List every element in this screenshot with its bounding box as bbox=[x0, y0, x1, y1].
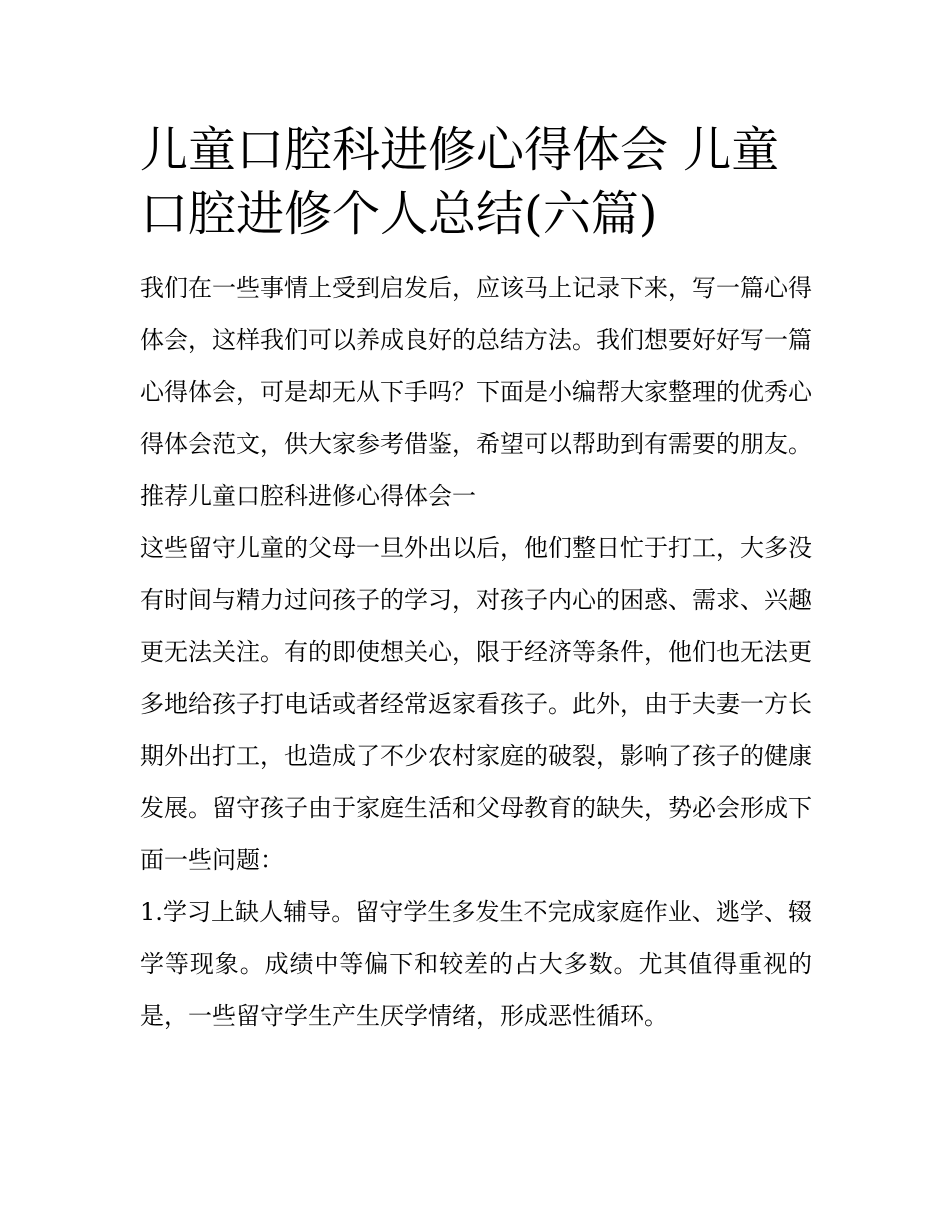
body-paragraph: 这些留守儿童的父母一旦外出以后，他们整日忙于打工，大多没有时间与精力过问孩子的学习，对孩子内心的困惑、需求、兴趣更无法关注。有的即使想关心，限于经济等条件，他们也无法更多地给孩子打电话或者经常返家看孩子。此外，由于夫妻一方长期外出打工，也造成了不少农村家庭的破裂，影响了孩子的健康发展。留守孩子由于家庭生活和父母教育的缺失，势必会形成下面一些问题： bbox=[140, 534, 812, 874]
document-title: 儿童口腔科进修心得体会 儿童口腔进修个人总结(六篇) bbox=[140, 122, 780, 242]
document-body bbox=[140, 118, 812, 1042]
list-item-paragraph: 1.学习上缺人辅导。留守学生多发生不完成家庭作业、逃学、辍学等现象。成绩中等偏下和较差的占大多数。尤其值得重视的是，一些留守学生产生厌学情绪，形成恶性循环。 bbox=[140, 898, 812, 1030]
intro-paragraph: 我们在一些事情上受到启发后，应该马上记录下来，写一篇心得体会，这样我们可以养成良好的总结方法。我们想要好好写一篇心得体会，可是却无从下手吗？下面是小编帮大家整理的优秀心得体会范文，供大家参考借鉴，希望可以帮助到有需要的朋友。 bbox=[140, 274, 812, 458]
section-heading: 推荐儿童口腔科进修心得体会一 bbox=[140, 482, 476, 510]
